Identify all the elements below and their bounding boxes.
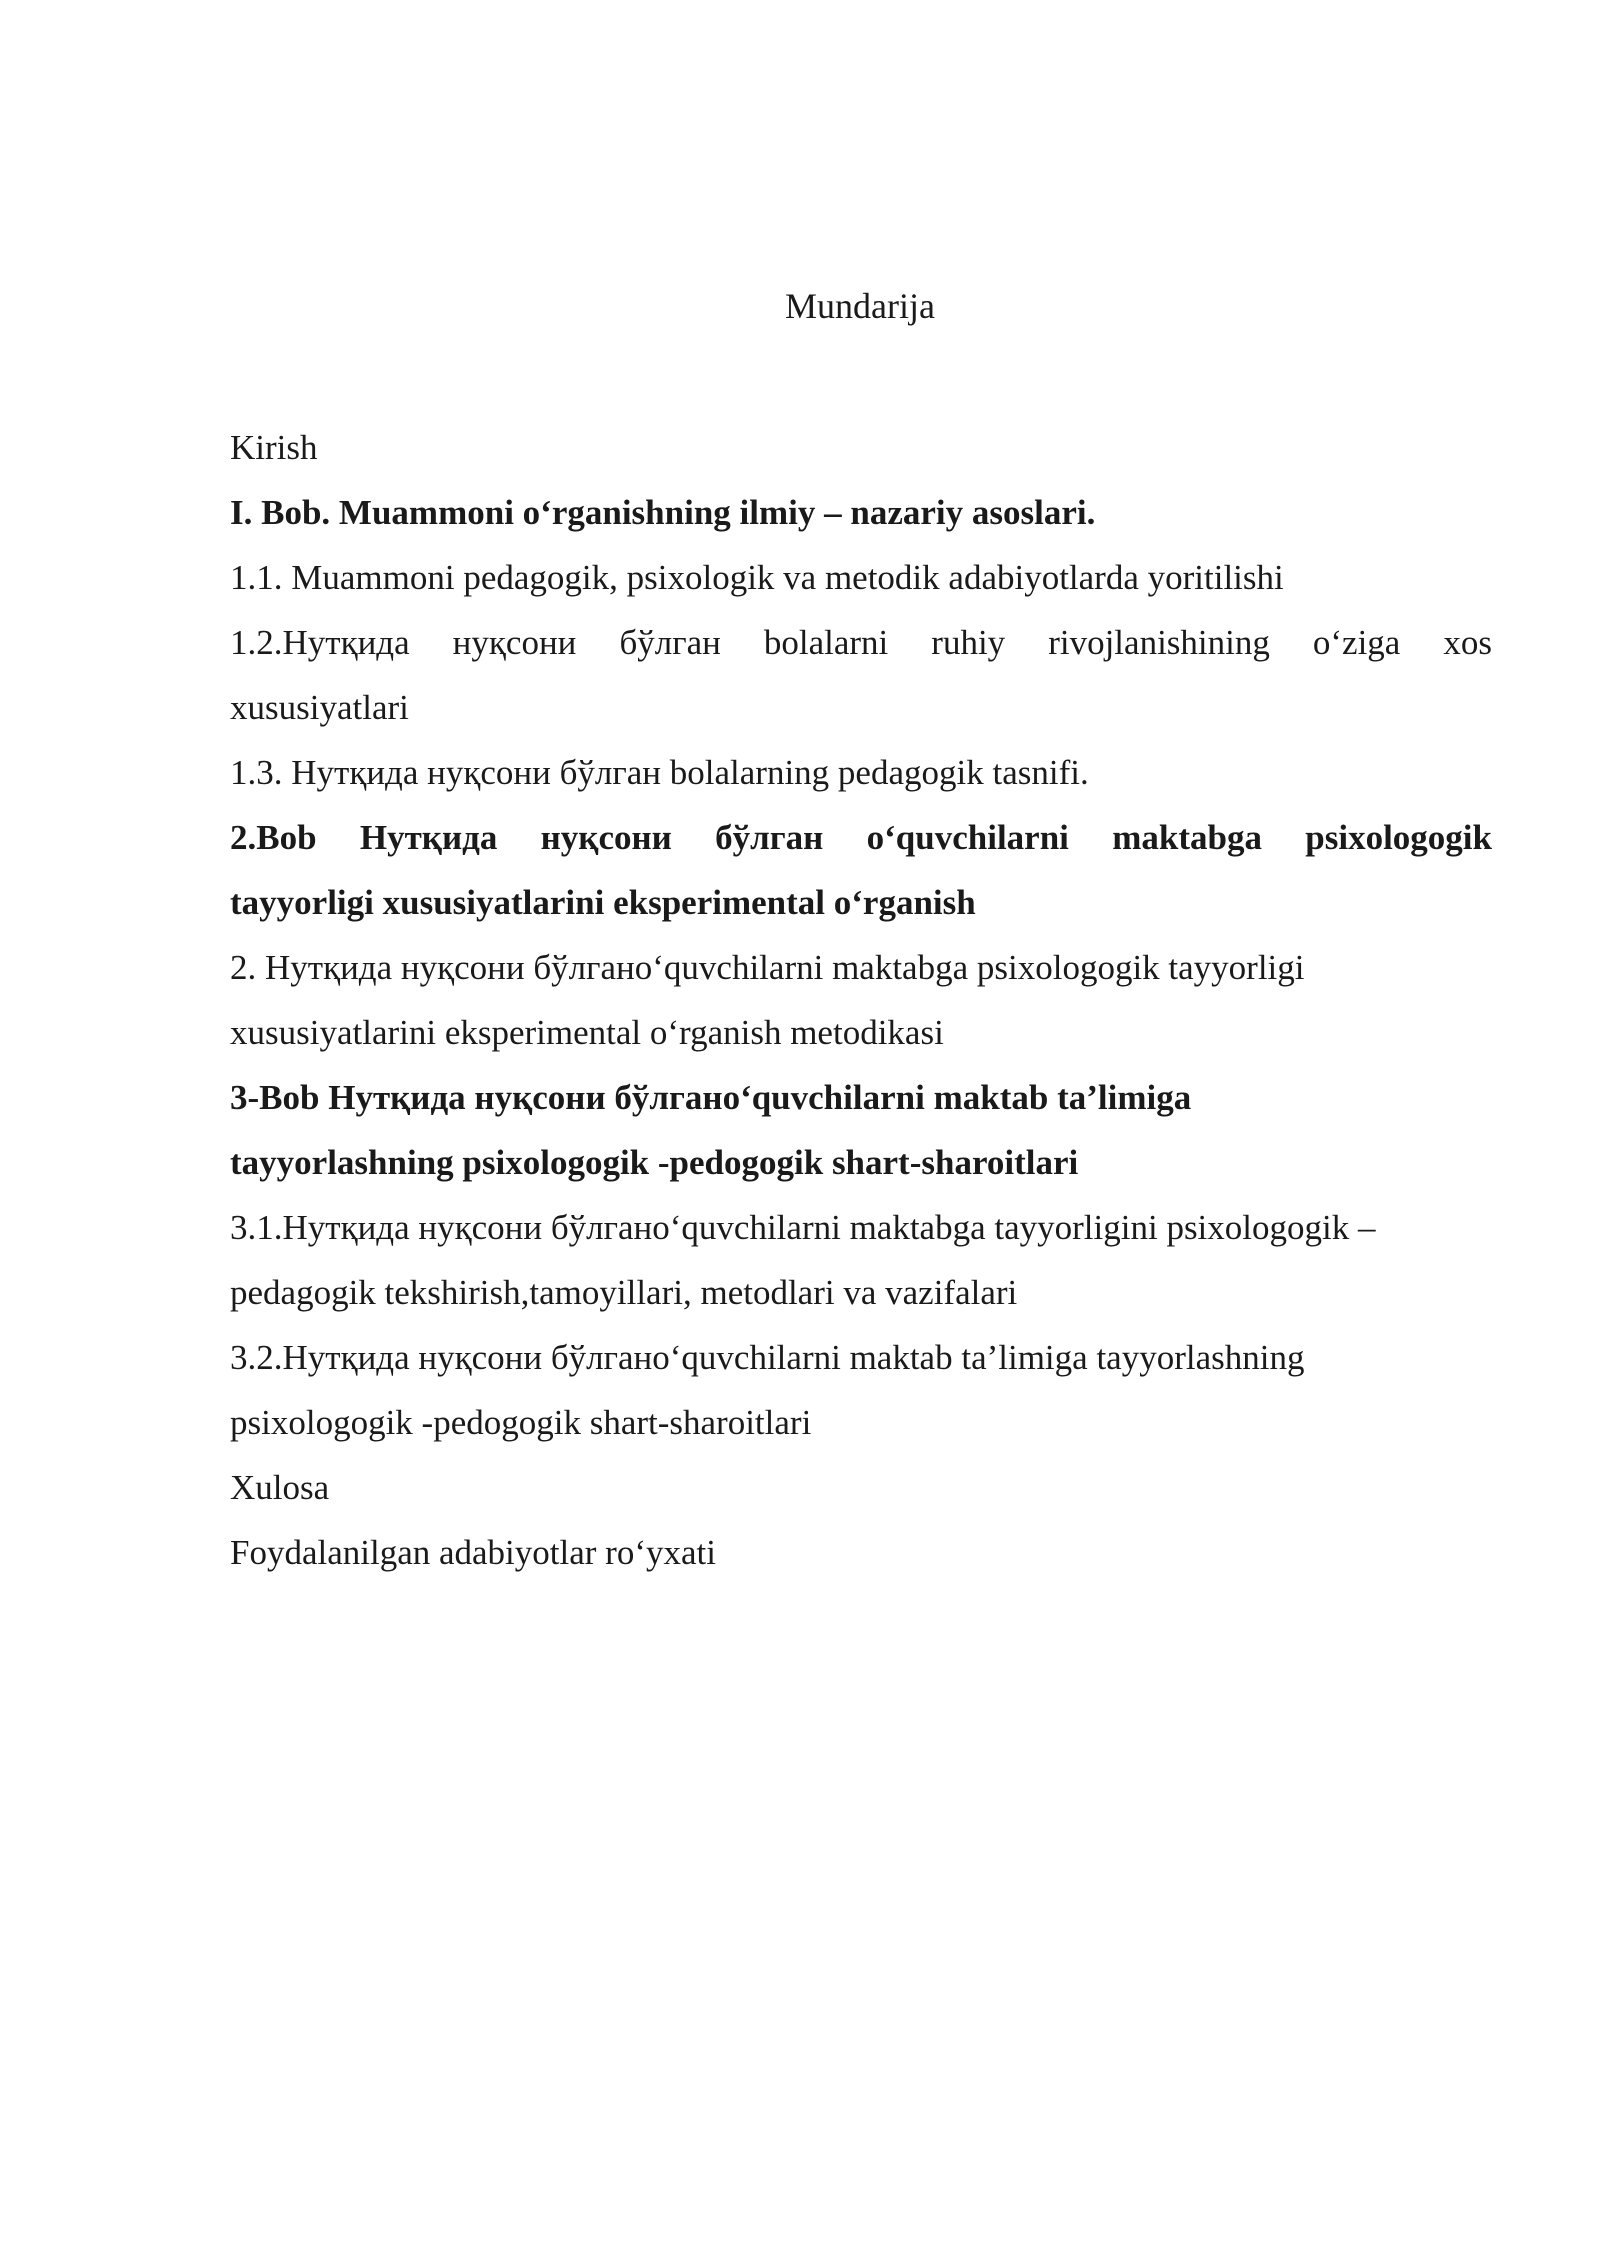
toc-section-1-3: 1.3. Нутқида нуқсони бўлган bolalarning pedagogik tasnifi. xyxy=(230,753,1089,792)
toc-section-2-line-2: xususiyatlarini eksperimental oʻrganish metodikasi xyxy=(230,1013,944,1052)
toc-section-1-2-line-1: 1.2.Нутқида нуқсони бўлган bolalarni ruhiy rivojlanishining oʻziga xos xyxy=(230,623,1492,662)
toc-chapter-1: I. Bob. Muammoni oʻrganishning ilmiy – nazariy asoslari. xyxy=(230,493,1096,532)
toc-section-2-line-1: 2. Нутқида нуқсони бўлганоʻquvchilarni maktabga psixologogik tayyorligi xyxy=(230,948,1305,987)
toc-section-3-1-line-2: pedagogik tekshirish,tamoyillari, metodlari va vazifalari xyxy=(230,1273,1018,1312)
page-title: Mundarija xyxy=(785,286,935,326)
toc-chapter-2-line-1: 2.Bob Нутқида нуқсони бўлган oʻquvchilarni maktabga psixologogik xyxy=(230,818,1492,857)
toc-section-3-2-line-1: 3.2.Нутқида нуқсони бўлганоʻquvchilarni maktab ta’limiga tayyorlashning xyxy=(230,1338,1305,1377)
toc-entry-xulosa: Xulosa xyxy=(230,1468,330,1507)
toc-entry-references: Foydalanilgan adabiyotlar roʻyxati xyxy=(230,1533,716,1572)
toc-entry-kirish: Kirish xyxy=(230,428,318,467)
toc-section-3-2-line-2: psixologogik -pedogogik shart-sharoitlari xyxy=(230,1403,812,1442)
toc-section-3-1-line-1: 3.1.Нутқида нуқсони бўлганоʻquvchilarni maktabga tayyorligini psixologogik – xyxy=(230,1208,1376,1247)
toc-chapter-2-line-2: tayyorligi xususiyatlarini eksperimental oʻrganish xyxy=(230,883,976,922)
table-of-contents xyxy=(230,415,1492,1585)
toc-section-1-2-line-2: xususiyatlari xyxy=(230,688,409,727)
toc-chapter-3-line-2: tayyorlashning psixologogik -pedogogik shart-sharoitlari xyxy=(230,1143,1079,1182)
toc-section-1-1: 1.1. Muammoni pedagogik, psixologik va metodik adabiyotlarda yoritilishi xyxy=(230,558,1284,597)
toc-chapter-3-line-1: 3-Bob Нутқида нуқсони бўлганоʻquvchilarni maktab ta’limiga xyxy=(230,1078,1192,1117)
